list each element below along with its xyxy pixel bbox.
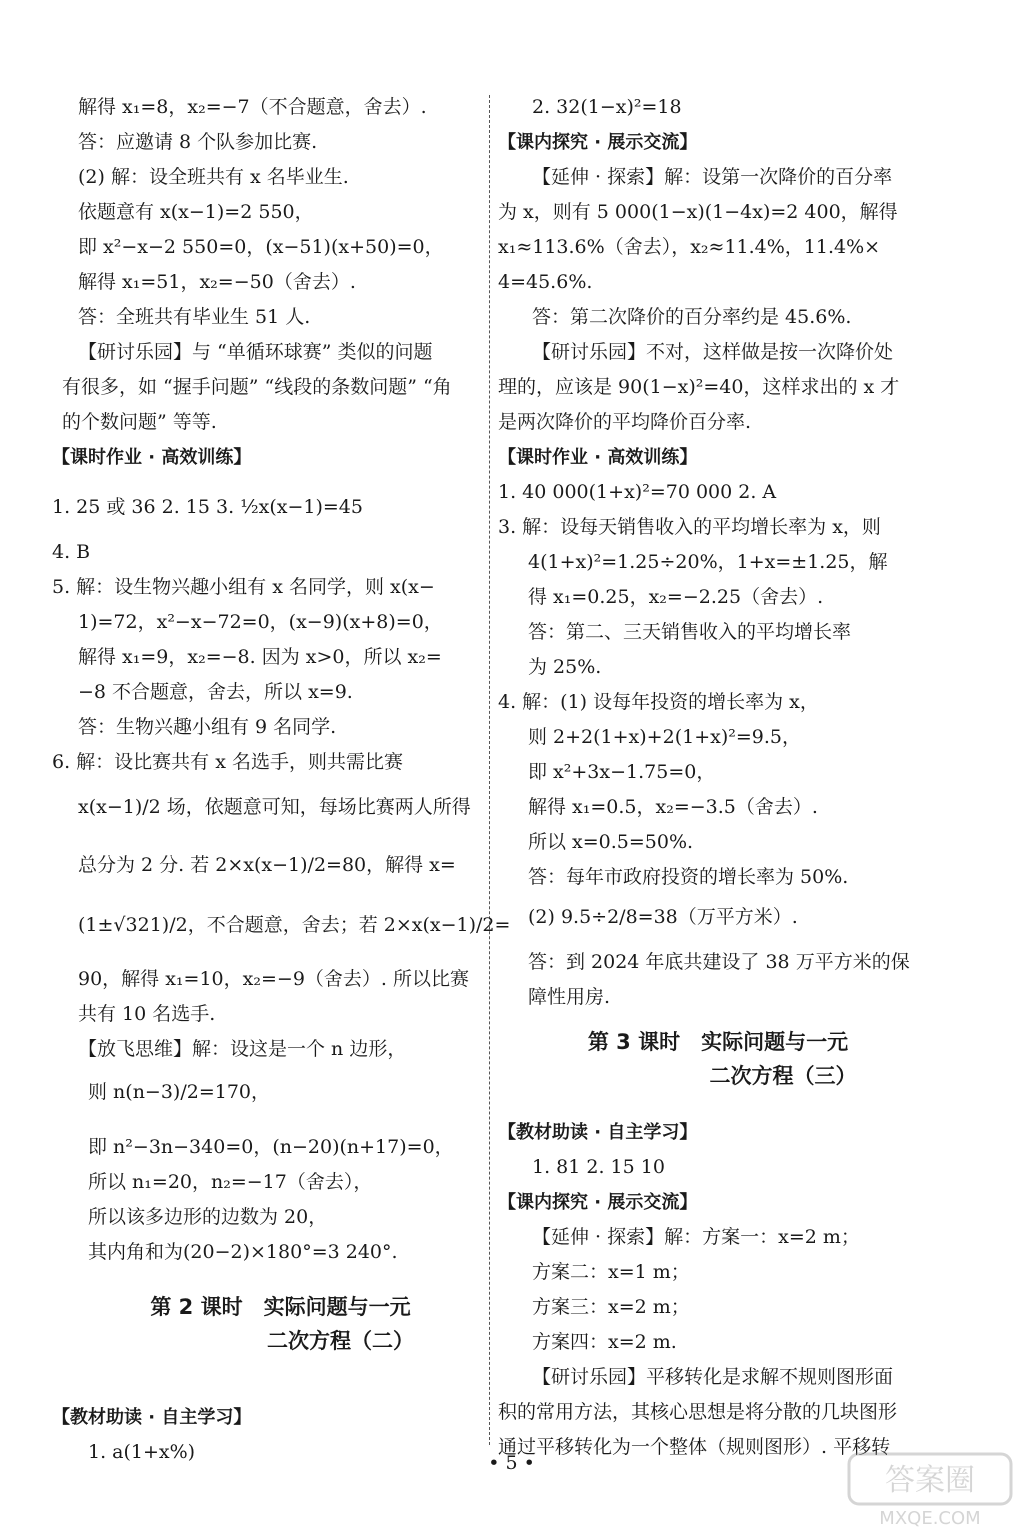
right-line-22: 答：每年市政府投资的增长率为 50%.	[528, 866, 849, 888]
right-line-17: 4. 解：(1) 设每年投资的增长率为 x，	[498, 691, 819, 713]
right-tail-line-1: 1. 81 2. 15 10	[532, 1156, 665, 1178]
right-tail-line-0: 【教材助读 · 自主学习】	[498, 1122, 698, 1143]
right-line-16: 为 25%.	[528, 656, 602, 678]
right-line-12: 3. 解：设每天销售收入的平均增长率为 x，则	[498, 516, 881, 538]
left-line-10: 【课时作业 · 高效训练】	[52, 447, 252, 468]
right-line-6: 答：第二次降价的百分率约是 45.6%.	[532, 306, 852, 328]
right-line-9: 是两次降价的平均降价百分率.	[498, 411, 752, 433]
left-line-16: −8 不合题意，舍去，所以 x=9.	[78, 681, 353, 703]
right-line-14: 得 x₁=0.25，x₂=−2.25（舍去）.	[528, 586, 824, 608]
column-divider	[489, 95, 490, 1445]
watermark-logo	[845, 1450, 1015, 1530]
left-line-15: 解得 x₁=9，x₂=−8. 因为 x>0，所以 x₂=	[78, 646, 442, 668]
right-column	[498, 95, 938, 1458]
right-tail-line-4: 方案二：x=1 m；	[532, 1261, 690, 1283]
left-line-23: 共有 10 名选手.	[78, 1003, 216, 1025]
right-line-0: 2. 32(1−x)²=18	[532, 96, 682, 118]
right-line-24: 答：到 2024 年底共建设了 38 万平方米的保	[528, 951, 910, 973]
right-line-2: 【延伸 · 探索】解：设第一次降价的百分率	[532, 166, 893, 188]
left-line-1: 答：应邀请 8 个队参加比赛.	[78, 131, 318, 153]
left-line-12: 4. B	[52, 541, 91, 563]
left-column	[52, 95, 511, 1463]
right-tail-line-8: 积的常用方法，其核心思想是将分散的几块图形	[498, 1401, 898, 1423]
right-line-8: 理的，应该是 90(1−x)²=40，这样求出的 x 才	[498, 376, 900, 398]
left-line-28: 所以该多边形的边数为 20，	[88, 1206, 328, 1228]
right-line-4: x₁≈113.6%（舍去），x₂≈11.4%，11.4%×	[498, 236, 881, 258]
left-line-20: 总分为 2 分. 若 2×x(x−1)/2=80，解得 x=	[78, 854, 456, 876]
left-line-22: 90，解得 x₁=10，x₂=−9（舍去）. 所以比赛	[78, 968, 469, 990]
right-line-3: 为 x，则有 5 000(1−x)(1−4x)=2 400，解得	[498, 201, 898, 223]
left-line-11: 1. 25 或 36 2. 15 3. ½x(x−1)=45	[52, 496, 363, 518]
left-tail-line: 1. a(1+x%)	[88, 1441, 196, 1463]
right-line-20: 解得 x₁=0.5，x₂=−3.5（舍去）.	[528, 796, 818, 818]
right-tail-line-5: 方案三：x=2 m；	[532, 1296, 690, 1318]
left-line-25: 则 n(n−3)/2=170，	[88, 1081, 271, 1103]
right-tail-line-9: 通过平移转化为一个整体（规则图形）. 平移转	[498, 1436, 891, 1458]
right-line-21: 所以 x=0.5=50%.	[528, 831, 694, 853]
left-line-24: 【放飞思维】解：设这是一个 n 边形，	[78, 1038, 407, 1060]
lesson-3-title-line-2: 二次方程（三）	[709, 1064, 857, 1088]
right-line-18: 则 2+2(1+x)+2(1+x)²=9.5，	[528, 726, 801, 748]
left-line-21: (1±√321)/2，不合题意，舍去；若 2×x(x−1)/2=	[78, 914, 511, 936]
left-line-8: 有很多，如 “握手问题” “线段的条数问题” “角	[62, 376, 452, 398]
left-line-9: 的个数问题” 等等.	[62, 411, 217, 433]
left-line-5: 解得 x₁=51，x₂=−50（舍去）.	[78, 271, 356, 293]
lesson-2-title	[78, 1290, 483, 1358]
left-line-6: 答：全班共有毕业生 51 人.	[78, 306, 311, 328]
left-line-13: 5. 解：设生物兴趣小组有 x 名同学，则 x(x−	[52, 576, 435, 598]
lesson-3-title	[498, 1025, 938, 1093]
right-line-11: 1. 40 000(1+x)²=70 000 2. A	[498, 481, 777, 503]
right-line-7: 【研讨乐园】不对，这样做是按一次降价处	[532, 341, 894, 363]
lesson-3-title-line-1: 第 3 课时 实际问题与一元	[587, 1030, 849, 1054]
right-line-10: 【课时作业 · 高效训练】	[498, 447, 698, 468]
right-lines	[498, 95, 938, 1025]
page-number: • 5 •	[488, 1452, 535, 1474]
svg-text:MXQE.COM: MXQE.COM	[879, 1508, 981, 1529]
right-line-5: 4=45.6%.	[498, 271, 593, 293]
right-line-19: 即 x²+3x−1.75=0，	[528, 761, 716, 783]
left-line-7: 【研讨乐园】与 “单循环球赛” 类似的问题	[78, 341, 433, 363]
right-line-1: 【课内探究 · 展示交流】	[498, 132, 698, 153]
left-line-26: 即 n²−3n−340=0，(n−20)(n+17)=0，	[88, 1136, 454, 1158]
left-line-18: 6. 解：设比赛共有 x 名选手，则共需比赛	[52, 751, 403, 773]
left-line-2: (2) 解：设全班共有 x 名毕业生.	[78, 166, 349, 188]
svg-text:答案圈: 答案圈	[885, 1463, 975, 1498]
left-line-4: 即 x²−x−2 550=0，(x−51)(x+50)=0，	[78, 236, 444, 258]
lesson-2-title-line-1: 第 2 课时 实际问题与一元	[150, 1295, 411, 1319]
right-line-15: 答：第二、三天销售收入的平均增长率	[528, 621, 852, 643]
left-line-19: x(x−1)/2 场，依题意可知，每场比赛两人所得	[78, 796, 471, 818]
left-lines	[52, 95, 511, 1275]
left-line-0: 解得 x₁=8，x₂=−7（不合题意，舍去）.	[78, 96, 427, 118]
right-tail-line-6: 方案四：x=2 m.	[532, 1331, 677, 1353]
left-line-3: 依题意有 x(x−1)=2 550，	[78, 201, 314, 223]
left-line-27: 所以 n₁=20，n₂=−17（舍去），	[88, 1171, 373, 1193]
right-line-23: (2) 9.5÷2/8=38（万平方米）.	[528, 906, 798, 928]
left-tail-section: 【教材助读 · 自主学习】	[52, 1407, 252, 1428]
left-line-17: 答：生物兴趣小组有 9 名同学.	[78, 716, 337, 738]
right-tail-line-7: 【研讨乐园】平移转化是求解不规则图形面	[532, 1366, 894, 1388]
right-tail-line-2: 【课内探究 · 展示交流】	[498, 1192, 698, 1213]
right-tail-line-3: 【延伸 · 探索】解：方案一：x=2 m；	[532, 1226, 860, 1248]
right-line-25: 障性用房.	[528, 986, 611, 1008]
left-line-29: 其内角和为(20−2)×180°=3 240°.	[88, 1241, 398, 1263]
right-line-13: 4(1+x)²=1.25÷20%，1+x=±1.25，解	[528, 551, 888, 573]
lesson-2-title-line-2: 二次方程（二）	[267, 1329, 414, 1353]
left-line-14: 1)=72，x²−x−72=0，(x−9)(x+8)=0，	[78, 611, 443, 633]
